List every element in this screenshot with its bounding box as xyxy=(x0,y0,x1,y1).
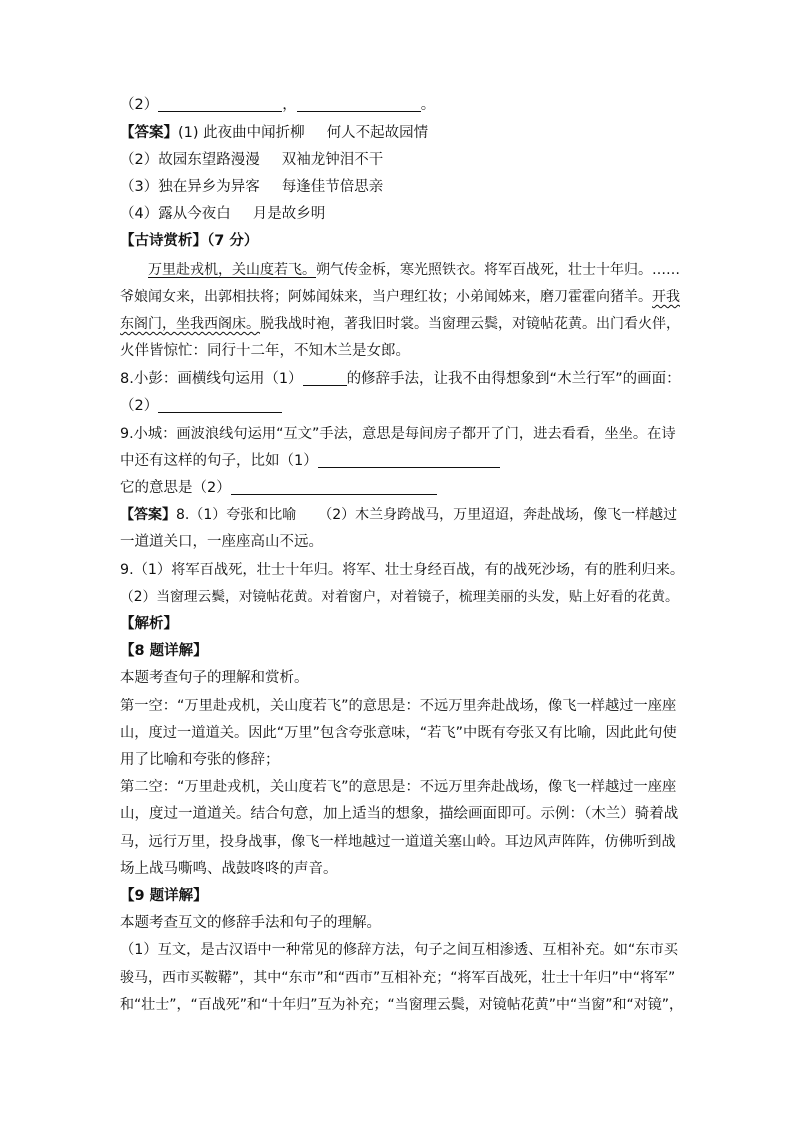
paragraph-line: 第一空：“万里赴戎机，关山度若飞”的意思是：不远万里奔赴战场，像飞一样越过一座座 xyxy=(120,698,677,714)
paragraph-line: （1）互文，是古汉语中一种常见的修辞方法，句子之间互相渗透、互相补充。如“东市买 xyxy=(120,942,678,958)
paragraph-line: 本题考查句子的理解和赏析。 xyxy=(120,670,309,686)
paragraph-line: 第二空：“万里赴戎机，关山度若飞”的意思是：不远万里奔赴战场，像飞一样越过一座座 xyxy=(120,779,677,795)
paragraph-line: 用了比喻和夸张的修辞； xyxy=(120,752,280,768)
answer-tag: 【答案】 xyxy=(120,507,176,523)
question-9-line2: 中还有这样的句子，比如（1） xyxy=(120,452,500,470)
question-9: 9.小城：画波浪线句运用“互文”手法，意思是每间房子都开了门，进去看看，坐坐。在诗 xyxy=(120,426,676,442)
answer-line: （2）当窗理云鬓，对镜帖花黄。对着窗户，对着镜子，梳理美丽的头发，贴上好看的花黄。 xyxy=(120,589,679,605)
answer-blank[interactable] xyxy=(297,96,421,112)
answer-line: 9.（1）将军百战死，壮士十年归。将军、壮士身经百战，有的战死沙场，有的胜利归来。 xyxy=(120,562,685,578)
fill-blank-line: （2） ， 。 xyxy=(120,97,436,113)
question-8: 8.小彭：画横线句运用（1） 的修辞手法，让我不由得想象到“木兰行军”的画面： xyxy=(120,371,681,387)
answer-blank[interactable] xyxy=(318,452,500,468)
poem-line: 爷娘闻女来，出郭相扶将；阿姊闻妹来，当户理红妆；小弟闻姊来，磨刀霍霍向猪羊。开我 xyxy=(120,289,680,305)
q9-detail-heading: 【9 题详解】 xyxy=(120,888,208,904)
answer-tag: 【答案】 xyxy=(120,125,178,141)
wavy-underlined-sentence: 开我 xyxy=(652,289,680,305)
paragraph-line: 本题考查互文的修辞手法和句子的理解。 xyxy=(120,915,381,931)
wavy-underlined-sentence: 东阁门，坐我西阁床。 xyxy=(120,316,260,332)
answer-line: （2）故园东望路漫漫 双袖龙钟泪不干 xyxy=(120,152,384,168)
answer-blank[interactable] xyxy=(231,479,437,495)
analysis-tag: 【解析】 xyxy=(120,616,178,632)
paragraph-line: 山，度过一道道关。结合句意，加上适当的想象，描绘画面即可。示例：（木兰）骑着战 xyxy=(120,806,679,822)
question-8-line2: （2） xyxy=(120,397,282,415)
underlined-sentence: 万里赴戎机，关山度若飞。 xyxy=(148,262,316,278)
paragraph-line: 马，远行万里，投身战事，像飞一样地越过一道道关塞山岭。耳边风声阵阵，仿佛听到战 xyxy=(120,834,676,850)
answer-line: 一道道关口，一座座高山不远。 xyxy=(120,534,323,550)
answer-line: （4）露从今夜白 月是故乡明 xyxy=(120,206,326,222)
answer-blank[interactable] xyxy=(158,96,282,112)
poem-line: 东阁门，坐我西阁床。脱我战时袍，著我旧时裳。当窗理云鬓，对镜帖花黄。出门看火伴， xyxy=(120,316,680,332)
answer-blank[interactable] xyxy=(158,397,282,413)
q8-detail-heading: 【8 题详解】 xyxy=(120,643,208,659)
answer-line: （3）独在异乡为异客 每逢佳节倍思亲 xyxy=(120,179,384,195)
item-number: （2） xyxy=(120,97,159,113)
answer-blank[interactable] xyxy=(303,370,347,386)
paragraph-line: 和“壮士”，“百战死”和“十年归”互为补充；“当窗理云鬓，对镜帖花黄”中“当窗”和“对镜”， xyxy=(120,997,684,1013)
section-title: 【古诗赏析】（7 分） xyxy=(120,233,259,249)
poem-line: 火伴皆惊忙：同行十二年，不知木兰是女郎。 xyxy=(120,343,410,359)
answer-line: 【答案】8.（1）夸张和比喻 （2）木兰身跨战马，万里迢迢，奔赴战场，像飞一样越过 xyxy=(120,507,678,523)
paragraph-line: 场上战马嘶鸣、战鼓咚咚的声音。 xyxy=(120,861,338,877)
paragraph-line: 山，度过一道道关。因此“万里”包含夸张意味，“若飞”中既有夸张又有比喻，因此此句使 xyxy=(120,725,677,741)
poem-line: 万里赴戎机，关山度若飞。朔气传金柝，寒光照铁衣。将军百战死，壮士十年归。…… xyxy=(148,262,680,278)
question-9-line3: 它的意思是（2） xyxy=(120,479,437,497)
paragraph-line: 骏马，西市买鞍鞯”，其中“东市”和“西市”互相补充；“将军百战死，壮士十年归”中“将军” xyxy=(120,970,676,986)
answer-line: 【答案】(1) 此夜曲中闻折柳 何人不起故园情 xyxy=(120,125,429,141)
